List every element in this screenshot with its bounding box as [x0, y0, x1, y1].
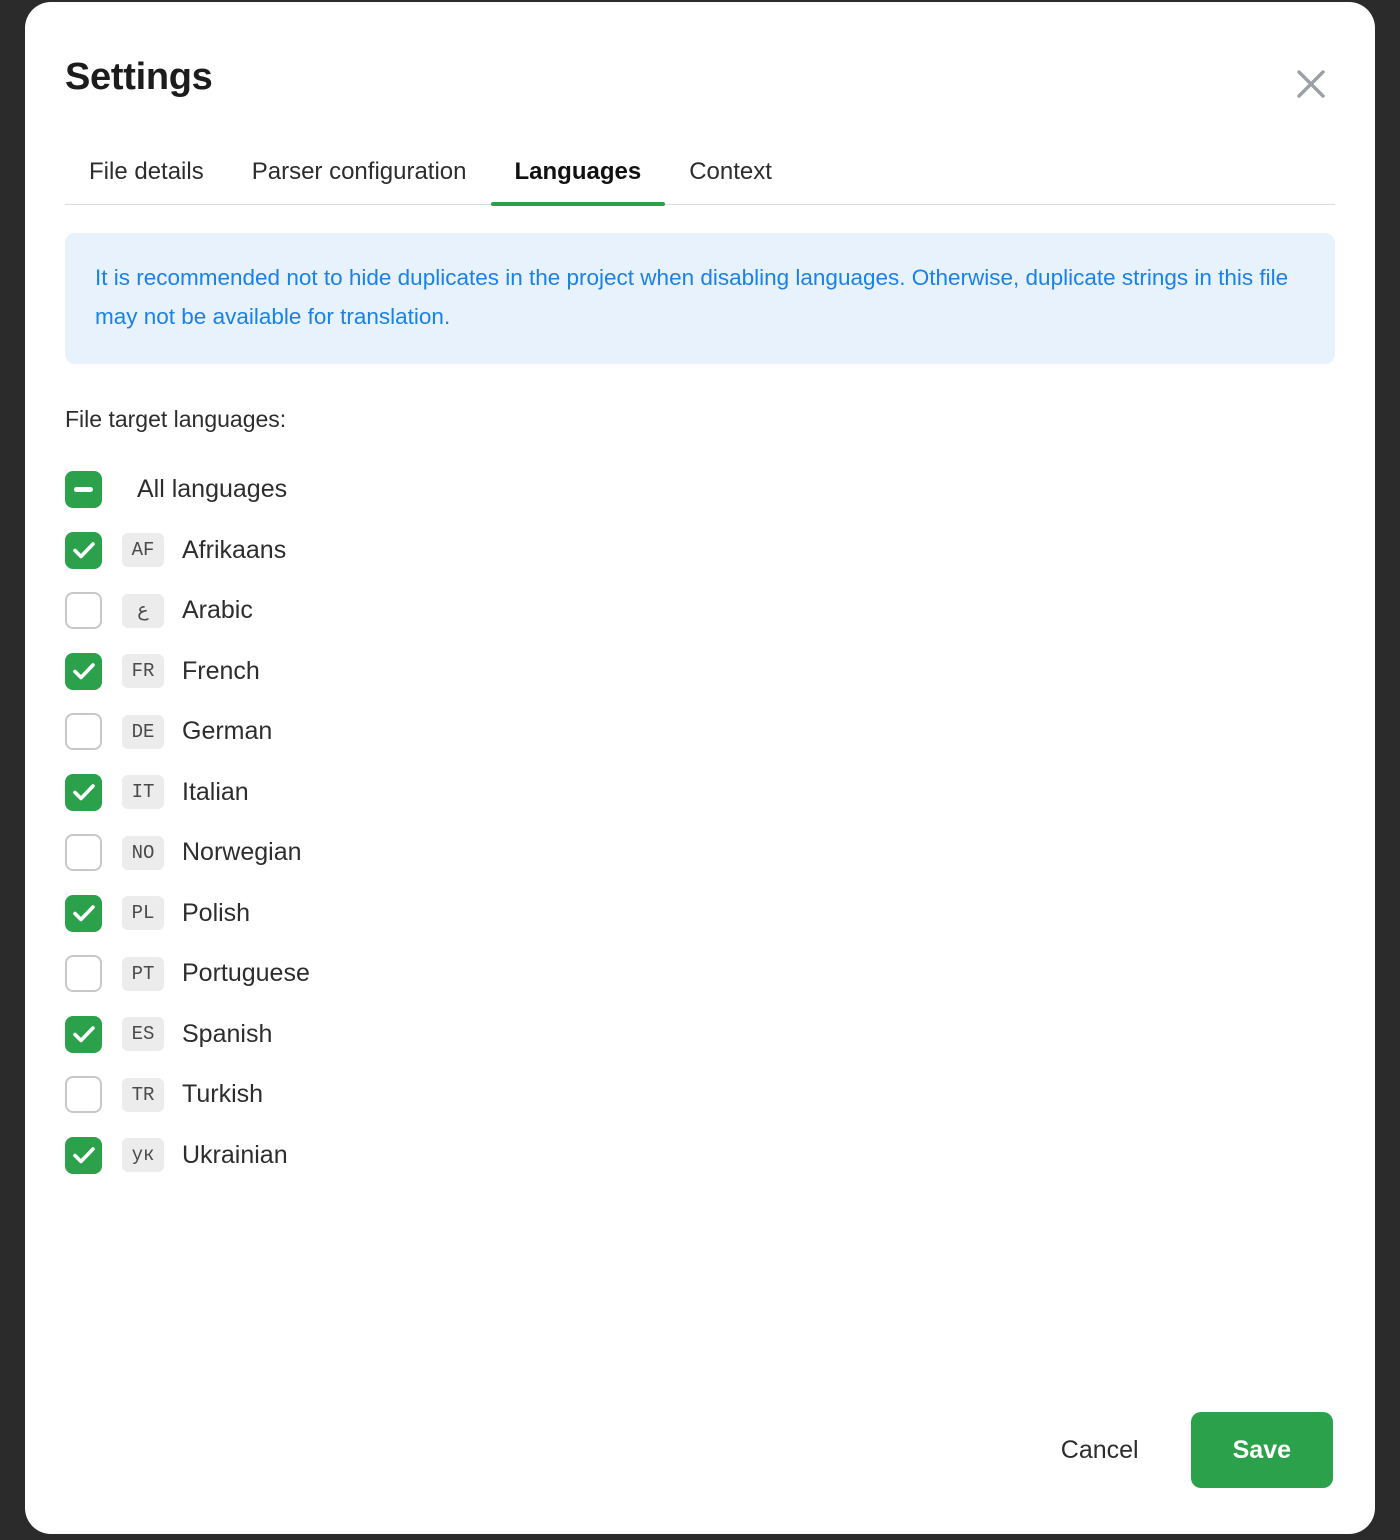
tab-parser-configuration[interactable]: Parser configuration: [228, 158, 491, 204]
list-item-label: Spanish: [182, 1019, 273, 1048]
list-item-label: Afrikaans: [182, 535, 287, 564]
language-code-badge: ES: [122, 1017, 164, 1051]
language-code-badge: AF: [122, 533, 164, 567]
language-code-badge: PL: [122, 896, 164, 930]
dialog-footer: [25, 1412, 1375, 1488]
checkbox-norwegian[interactable]: [65, 834, 102, 871]
language-code-badge: ع: [122, 594, 164, 628]
checkbox-portuguese[interactable]: [65, 955, 102, 992]
list-item-label: Polish: [182, 898, 251, 927]
page-title: Settings: [65, 56, 213, 98]
checkbox-french[interactable]: [65, 653, 102, 690]
close-icon[interactable]: [1289, 62, 1333, 106]
list-item-label: French: [182, 656, 260, 685]
language-code-badge: TR: [122, 1078, 164, 1112]
list-item-label: Turkish: [182, 1080, 264, 1109]
language-list: [65, 459, 1335, 1185]
language-code-badge: FR: [122, 654, 164, 688]
checkbox-all-languages[interactable]: [65, 471, 102, 508]
list-item-label: All languages: [137, 475, 288, 504]
language-code-badge: IT: [122, 775, 164, 809]
checkbox-turkish[interactable]: [65, 1076, 102, 1113]
list-item[interactable]: [65, 762, 1335, 823]
language-code-badge: NO: [122, 836, 164, 870]
language-code-badge: PT: [122, 957, 164, 991]
dialog-header: [25, 2, 1375, 96]
checkbox-german[interactable]: [65, 713, 102, 750]
checkbox-italian[interactable]: [65, 774, 102, 811]
language-code-badge: ук: [122, 1138, 164, 1172]
list-item-label: Portuguese: [182, 959, 310, 988]
list-item-label: Ukrainian: [182, 1140, 288, 1169]
save-button[interactable]: Save: [1191, 1412, 1333, 1488]
list-item[interactable]: [65, 943, 1335, 1004]
notice-text: It is recommended not to hide duplicates in the project when disabling languages. Otherwise, duplicate strings in this file may not be available for translation.: [95, 265, 1289, 329]
checkbox-afrikaans[interactable]: [65, 532, 102, 569]
list-item[interactable]: [65, 1064, 1335, 1125]
checkbox-ukrainian[interactable]: [65, 1137, 102, 1174]
tab-file-details[interactable]: File details: [65, 158, 228, 204]
list-item[interactable]: [65, 1125, 1335, 1186]
language-code-badge: DE: [122, 715, 164, 749]
list-item[interactable]: [65, 1004, 1335, 1065]
tab-languages[interactable]: Languages: [491, 158, 666, 204]
list-item[interactable]: [65, 520, 1335, 581]
list-item-label: Norwegian: [182, 838, 302, 867]
cancel-button[interactable]: Cancel: [1035, 1422, 1165, 1479]
file-target-languages-label: File target languages:: [65, 406, 287, 433]
settings-dialog: [25, 2, 1375, 1534]
list-item[interactable]: [65, 701, 1335, 762]
list-item-label: Italian: [182, 777, 249, 806]
checkbox-polish[interactable]: [65, 895, 102, 932]
list-item-label: German: [182, 717, 273, 746]
list-item[interactable]: [65, 641, 1335, 702]
recommendation-notice: [65, 233, 1335, 364]
checkbox-spanish[interactable]: [65, 1016, 102, 1053]
checkbox-arabic[interactable]: [65, 592, 102, 629]
list-item[interactable]: [65, 822, 1335, 883]
list-item[interactable]: [65, 580, 1335, 641]
tab-bar: [65, 158, 1335, 205]
list-item[interactable]: [65, 883, 1335, 944]
tab-context[interactable]: Context: [665, 158, 796, 204]
list-item-label: Arabic: [182, 596, 253, 625]
list-item-all-languages[interactable]: [65, 459, 1335, 520]
